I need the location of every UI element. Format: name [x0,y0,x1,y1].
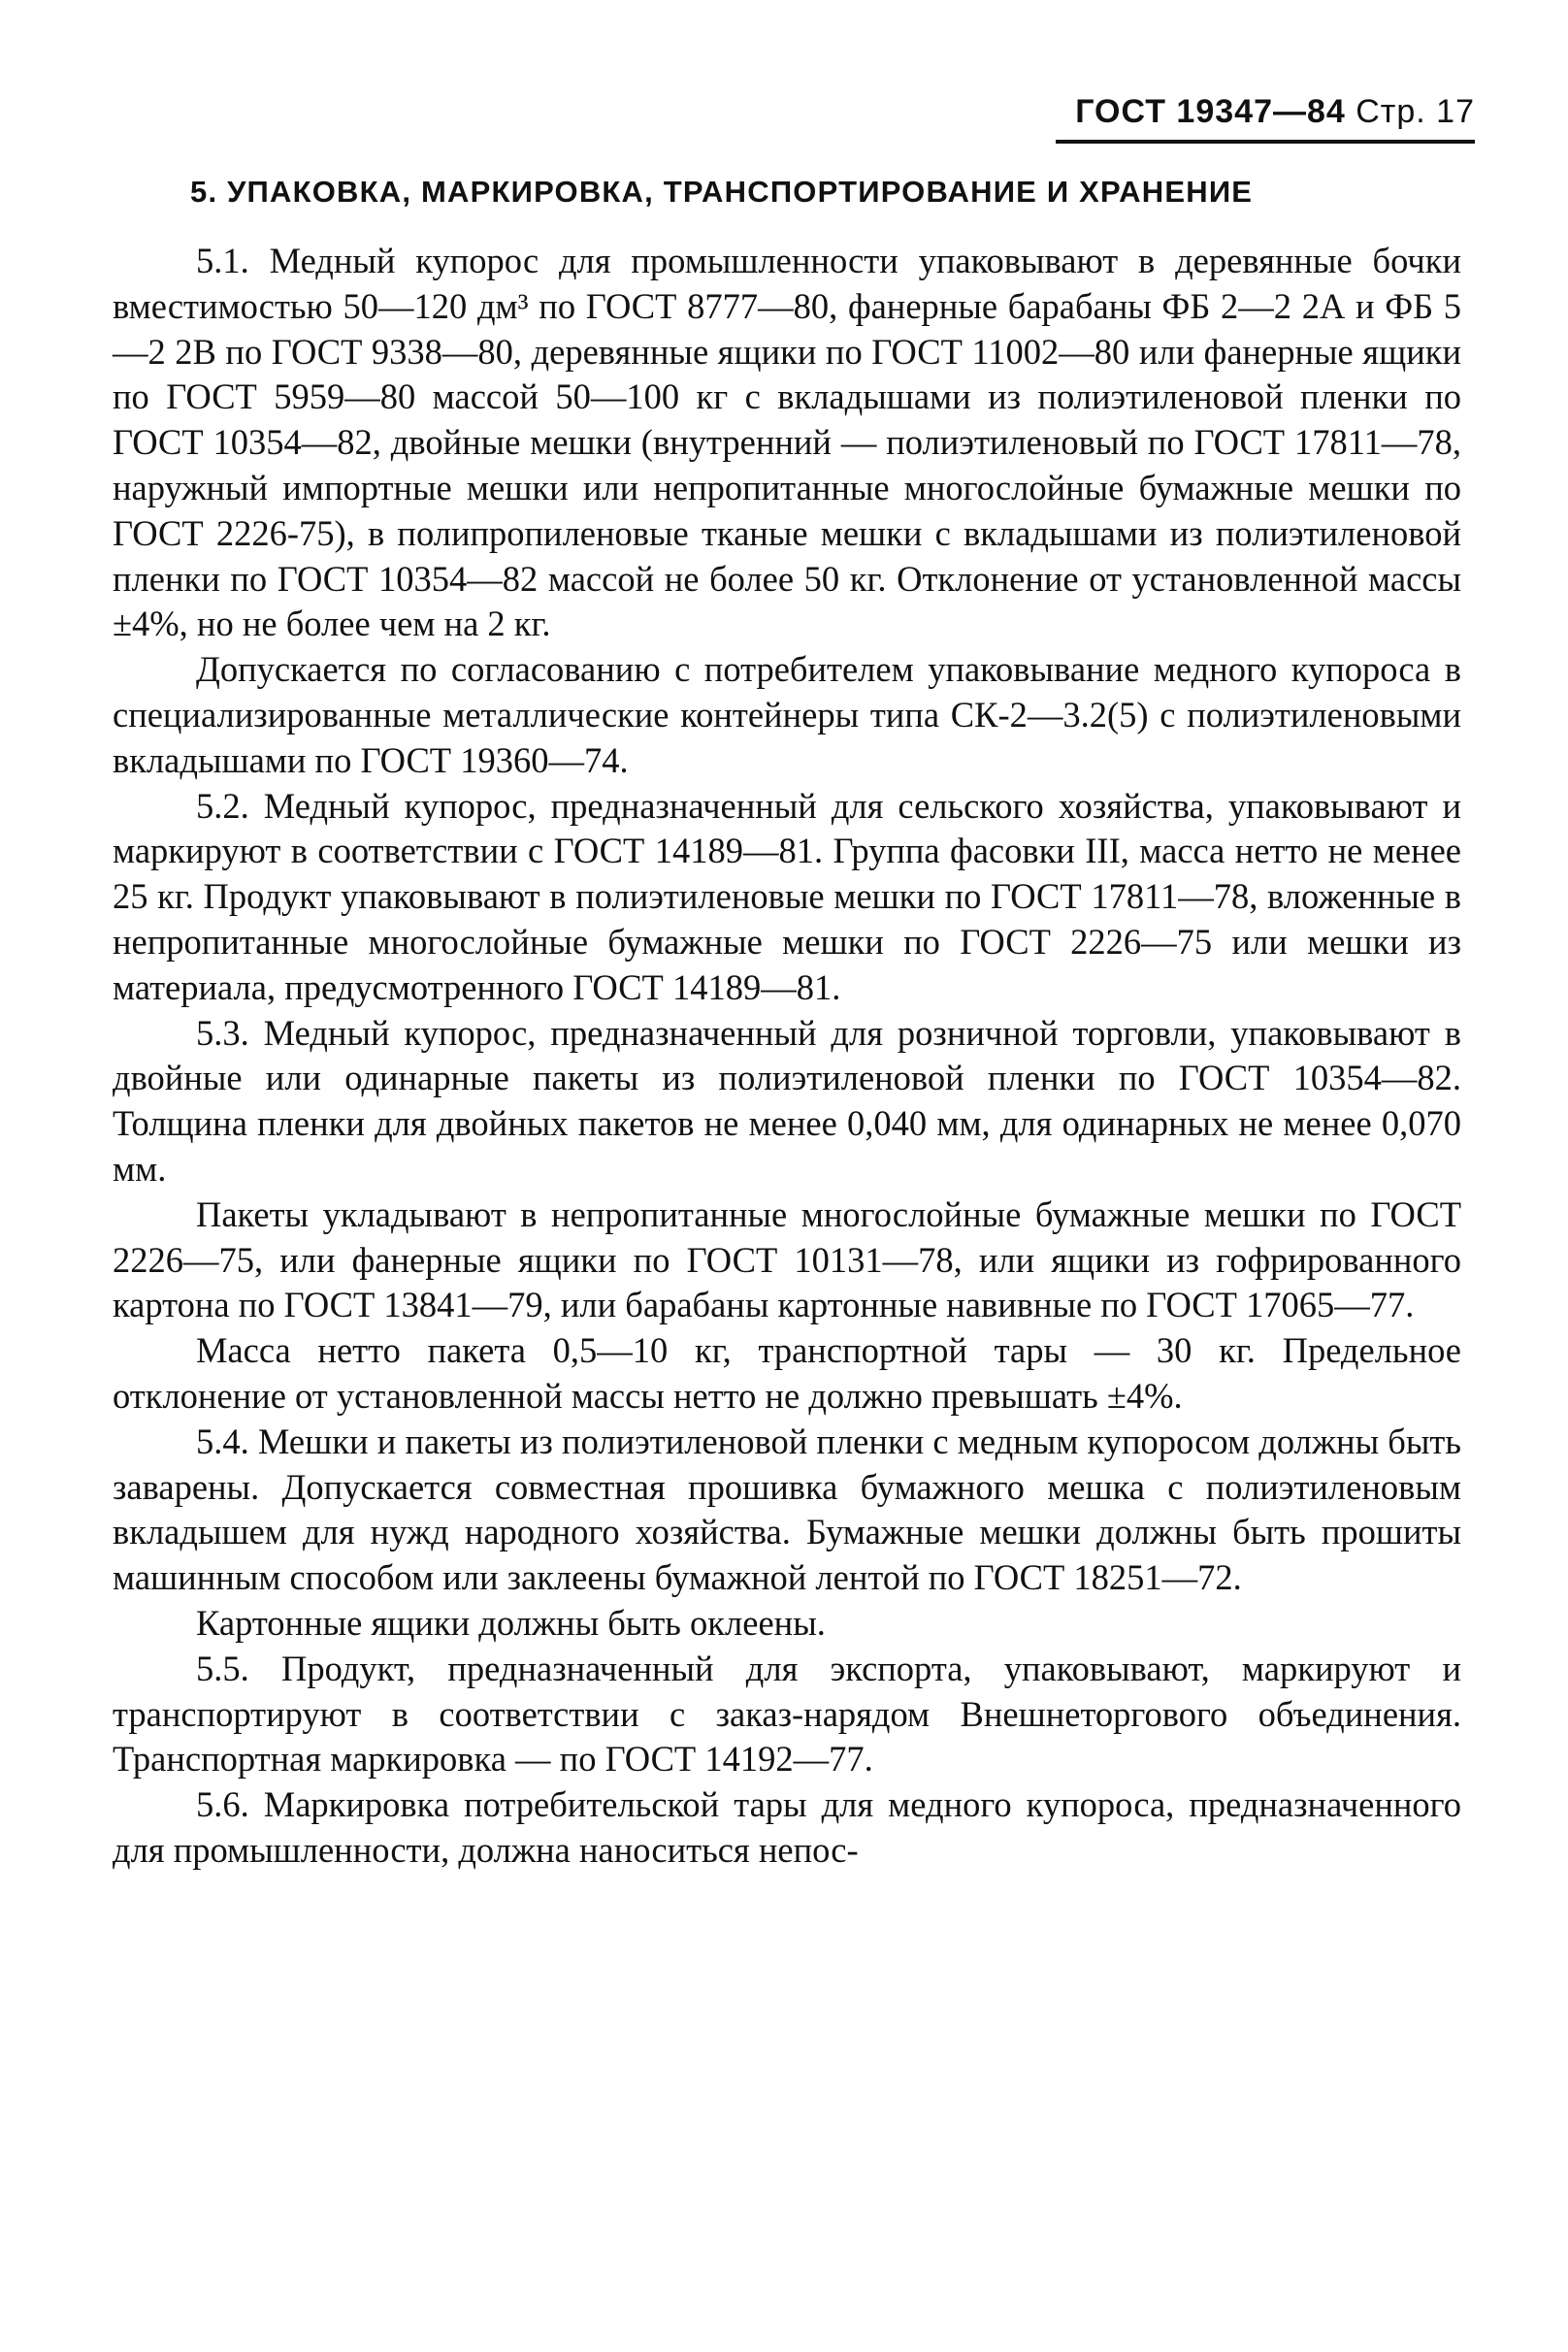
header-rule [1056,140,1475,144]
paragraph-5-5: 5.5. Продукт, предназначенный для экспорта, упаковывают, маркируют и транспортируют в соответствии с заказ-нарядом Внешнеторгового объединения. Транспортная маркировка — по ГОСТ 14192—77. [113,1648,1461,1780]
paragraph-5-3-packaging: Пакеты укладывают в непропитанные многослойные бумажные мешки по ГОСТ 2226—75, или фанерные ящики по ГОСТ 10131—78, или ящики из гофрированного картона по ГОСТ 13841—79, или барабаны картонные навивные по ГОСТ 17065—77. [113,1193,1461,1325]
paragraph-5-6: 5.6. Маркировка потребительской тары для медного купороса, предназначенного для промышленности, должна наноситься непос- [113,1784,1461,1870]
paragraph-5-3-mass: Масса нетто пакета 0,5—10 кг, транспортной тары — 30 кг. Предельное отклонение от установленной массы нетто не должно превышать ±4%. [113,1330,1461,1416]
paragraph-5-4-boxes: Картонные ящики должны быть оклеены. [196,1602,826,1643]
page-number: Стр. 17 [1356,93,1475,130]
paragraph-5-2: 5.2. Медный купорос, предназначенный для сельского хозяйства, упаковывают и маркируют в соответствии с ГОСТ 14189—81. Группа фасовки III, масса нетто не менее 25 кг. Продукт упаковывают в полиэтиленовые мешки по ГОСТ 17811—78, вложенные в непропитанные многослойные бумажные мешки по ГОСТ 2226—75 или мешки из материала, предусмотренного ГОСТ 14189—81. [113,785,1461,1007]
paragraph-5-4: 5.4. Мешки и пакеты из полиэтиленовой пленки с медным купоросом должны быть заварены. Допускается совместная прошивка бумажного мешка с полиэтиленовым вкладышем для нужд народного хозяйства. Бумажные мешки должны быть прошиты машинным способом или заклеены бумажной лентой по ГОСТ 18251—72. [113,1421,1461,1598]
section-title: 5. УПАКОВКА, МАРКИРОВКА, ТРАНСПОРТИРОВАНИЕ И ХРАНЕНИЕ [190,175,1254,209]
paragraph-5-3: 5.3. Медный купорос, предназначенный для розничной торговли, упаковывают в двойные или одинарные пакеты из полиэтиленовой пленки по ГОСТ 10354—82. Толщина пленки для двойных пакетов не менее 0,040 мм, для одинарных не менее 0,070 мм. [113,1012,1461,1189]
paragraph-5-1-container-note: Допускается по согласованию с потребителем упаковывание медного купороса в специализированные металлические контейнеры типа СК-2—3.2(5) с полиэтиленовыми вкладышами по ГОСТ 19360—74. [113,649,1461,780]
body-text [113,239,1461,1874]
document-code: ГОСТ 19347—84 [1075,93,1346,130]
paragraph-5-1: 5.1. Медный купорос для промышленности упаковывают в деревянные бочки вместимостью 50—120 дм³ по ГОСТ 8777—80, фанерные барабаны ФБ 2—2 2А и ФБ 5—2 2В по ГОСТ 9338—80, деревянные ящики по ГОСТ 11002—80 или фанерные ящики по ГОСТ 5959—80 массой 50—100 кг с вкладышами из полиэтиленовой пленки по ГОСТ 10354—82, двойные мешки (внутренний — полиэтиленовый по ГОСТ 17811—78, наружный импортные мешки или непропитанные многослойные бумажные мешки по ГОСТ 2226-75), в полипропиленовые тканые мешки с вкладышами из полиэтиленовой пленки по ГОСТ 10354—82 массой не более 50 кг. Отклонение от установленной массы ±4%, но не более чем на 2 кг. [113,241,1461,644]
page-header [1075,93,1475,131]
